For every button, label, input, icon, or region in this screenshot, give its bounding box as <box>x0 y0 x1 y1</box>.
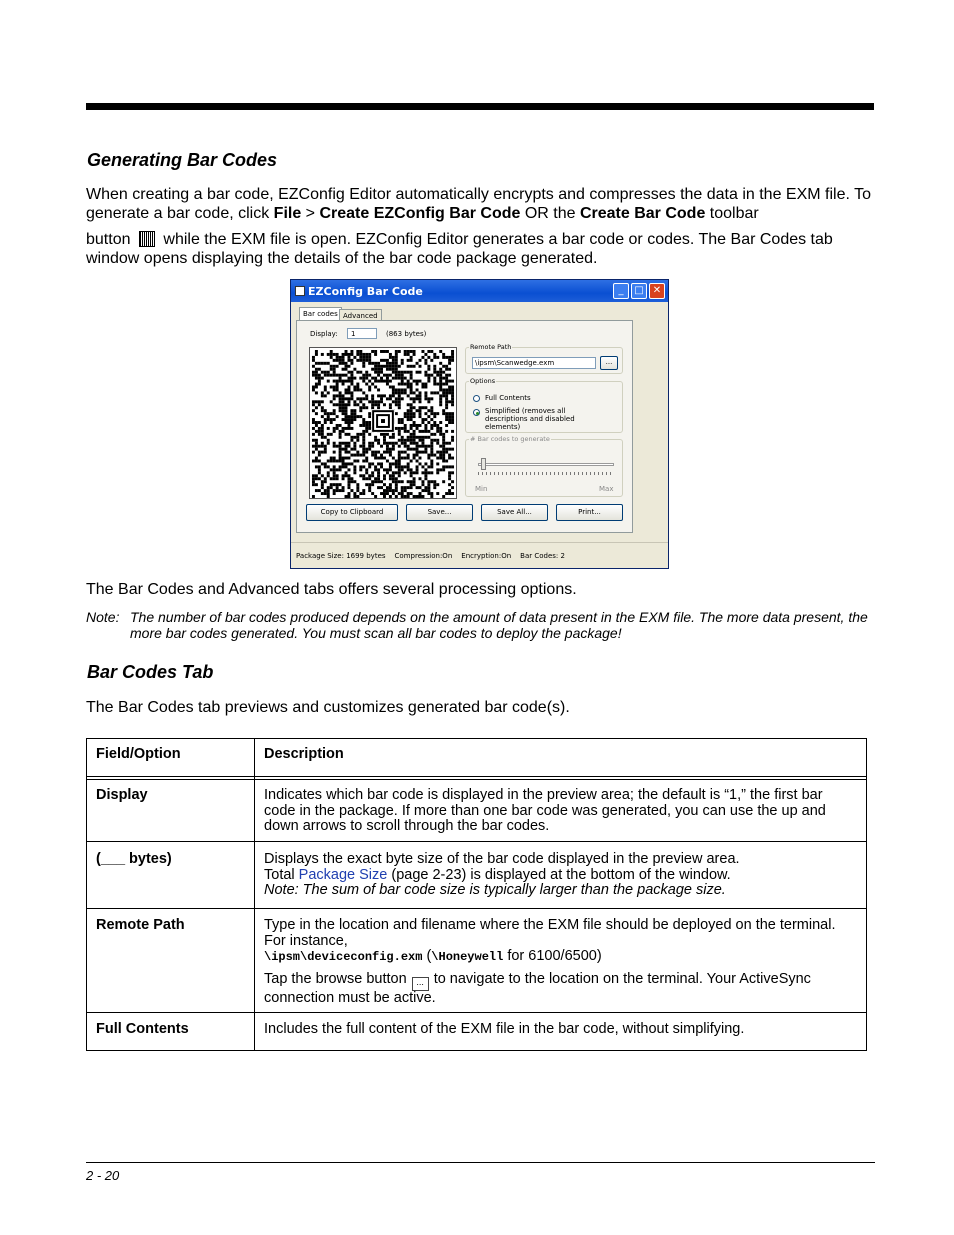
bar-codes-panel <box>296 320 633 533</box>
browse-pre: Tap the browse button <box>264 970 407 987</box>
status-divider <box>291 542 668 543</box>
table-header-row <box>87 739 867 777</box>
intro-rest: while the EXM file is open. EZConfig Editor generates a bar code or codes. The Bar Codes tab window opens displaying the details of the bar code package generated. <box>86 231 833 267</box>
num-barcodes-group <box>465 435 623 497</box>
remote-desc-a: Type in the location and filename where the EXM file should be deployed on the terminal. For instance, <box>264 917 836 949</box>
note-label: Note: <box>86 609 120 625</box>
print-button[interactable]: Print... <box>556 504 623 521</box>
intro-paragraph <box>86 185 876 223</box>
intro-text: When creating a bar code, EZConfig Editor automatically encrypts and compresses the data in the EXM file. To generate a bar code, click <box>86 186 871 222</box>
intro-paragraph-2 <box>86 230 876 268</box>
browse-button[interactable]: ... <box>600 356 618 370</box>
header-field: Field/Option <box>87 739 255 777</box>
slider-min: Min <box>475 485 488 493</box>
remote-path-input[interactable]: \ipsm\Scanwedge.exm <box>472 357 596 369</box>
section-heading-bar-codes-tab: Bar Codes Tab <box>87 662 214 682</box>
status-package-size: Package Size: 1699 bytes <box>296 552 386 560</box>
row-field-full: Full Contents <box>87 1013 255 1051</box>
dialog-titlebar <box>291 280 668 302</box>
save-button[interactable]: Save... <box>406 504 473 521</box>
barcode-preview <box>309 347 457 499</box>
bytes-desc-b <box>264 868 857 884</box>
code-paren: ( <box>422 948 432 964</box>
app-icon <box>295 286 305 296</box>
slider-max: Max <box>599 485 614 493</box>
status-bar <box>296 552 574 560</box>
remote-path-label: Remote Path <box>470 343 512 351</box>
tab-advanced[interactable]: Advanced <box>339 309 382 321</box>
row-desc-display: Indicates which bar code is displayed in the preview area; the default is “1,” the first bar code in the package. If more than one bar code was generated, you can use the up and down arrows to scroll through the bar codes. <box>255 780 867 842</box>
options-group <box>465 377 623 433</box>
slider-ticks <box>478 472 614 475</box>
menu-file: File <box>273 205 302 222</box>
intro-toolbar: toolbar <box>705 205 759 222</box>
status-compression: Compression:On <box>394 552 453 560</box>
header-description: Description <box>255 739 867 777</box>
remote-code-line <box>264 949 857 966</box>
table-row <box>87 909 867 1013</box>
status-encryption: Encryption:On <box>461 552 512 560</box>
display-spinner[interactable]: 1 <box>347 328 377 339</box>
footer-rule <box>86 1162 875 1163</box>
full-contents-radio[interactable] <box>473 395 480 402</box>
bytes-label: (863 bytes) <box>386 330 427 338</box>
ezconfig-dialog <box>290 279 669 569</box>
maximize-icon[interactable]: □ <box>631 283 647 299</box>
barcode-icon <box>139 231 155 247</box>
remote-desc-b <box>264 972 857 1007</box>
slider-thumb[interactable] <box>481 458 486 470</box>
num-barcodes-label: # Bar codes to generate <box>470 435 550 443</box>
dialog-title: EZConfig Bar Code <box>308 285 423 298</box>
intro-or: OR the <box>520 205 580 222</box>
code-deviceconfig: \ipsm\deviceconfig.exm <box>264 950 423 964</box>
bytes-note: Note: The sum of bar code size is typically larger than the package size. <box>264 882 726 898</box>
table-row <box>87 1013 867 1051</box>
row-desc-remote <box>255 909 867 1013</box>
row-field-display: Display <box>87 780 255 842</box>
full-contents-label: Full Contents <box>485 394 531 402</box>
slider-track[interactable] <box>478 463 614 466</box>
bytes-total: Total <box>264 866 299 883</box>
browse-post: to navigate to the location on the terminal. Your ActiveSync connection must be active. <box>264 970 811 1006</box>
row-desc-bytes <box>255 842 867 909</box>
table-row <box>87 842 867 909</box>
close-icon[interactable]: ✕ <box>649 283 665 299</box>
options-label: Options <box>470 377 496 385</box>
note-text: The number of bar codes produced depends on the amount of data present in the EXM file. The more data present, the more bar codes generated. You must scan all bar codes to deploy the package! <box>130 609 868 641</box>
copy-clipboard-button[interactable]: Copy to Clipboard <box>306 504 398 521</box>
simplified-label: Simplified (removes all descriptions and disabled elements) <box>485 407 575 431</box>
package-size-link[interactable]: Package Size <box>298 866 388 883</box>
bar-codes-tab-intro: The Bar Codes tab previews and customizes generated bar code(s). <box>86 699 570 716</box>
save-all-button[interactable]: Save All... <box>481 504 548 521</box>
tab-bar-codes[interactable]: Bar codes <box>299 307 342 321</box>
menu-sep: > <box>301 205 320 222</box>
table-row <box>87 780 867 842</box>
toolbar-button-name: Create Bar Code <box>579 205 706 222</box>
row-field-remote: Remote Path <box>87 909 255 1013</box>
remote-path-group <box>465 343 623 374</box>
section-heading-generating: Generating Bar Codes <box>87 150 278 170</box>
browse-icon: ... <box>412 977 429 991</box>
note-1 <box>86 609 876 641</box>
intro-button-word: button <box>86 231 131 248</box>
bytes-desc-a: Displays the exact byte size of the bar code displayed in the preview area. <box>264 851 740 867</box>
minimize-icon[interactable]: _ <box>613 283 629 299</box>
page-number: 2 - 20 <box>86 1168 120 1183</box>
menu-create-bar-code: Create EZConfig Bar Code <box>319 205 521 222</box>
header-rule <box>86 103 874 110</box>
bytes-desc-post: (page 2-23) is displayed at the bottom of the window. <box>387 866 731 883</box>
row-desc-full: Includes the full content of the EXM file in the bar code, without simplifying. <box>255 1013 867 1051</box>
row-field-bytes: (___ bytes) <box>87 842 255 909</box>
simplified-radio[interactable] <box>473 409 480 416</box>
display-label: Display: <box>310 330 338 338</box>
code-tail: for 6100/6500) <box>503 948 602 964</box>
options-table <box>86 738 867 1051</box>
status-bar-codes: Bar Codes: 2 <box>520 552 565 560</box>
tabs-paragraph: The Bar Codes and Advanced tabs offers several processing options. <box>86 581 577 598</box>
code-honeywell: \Honeywell <box>431 950 504 964</box>
